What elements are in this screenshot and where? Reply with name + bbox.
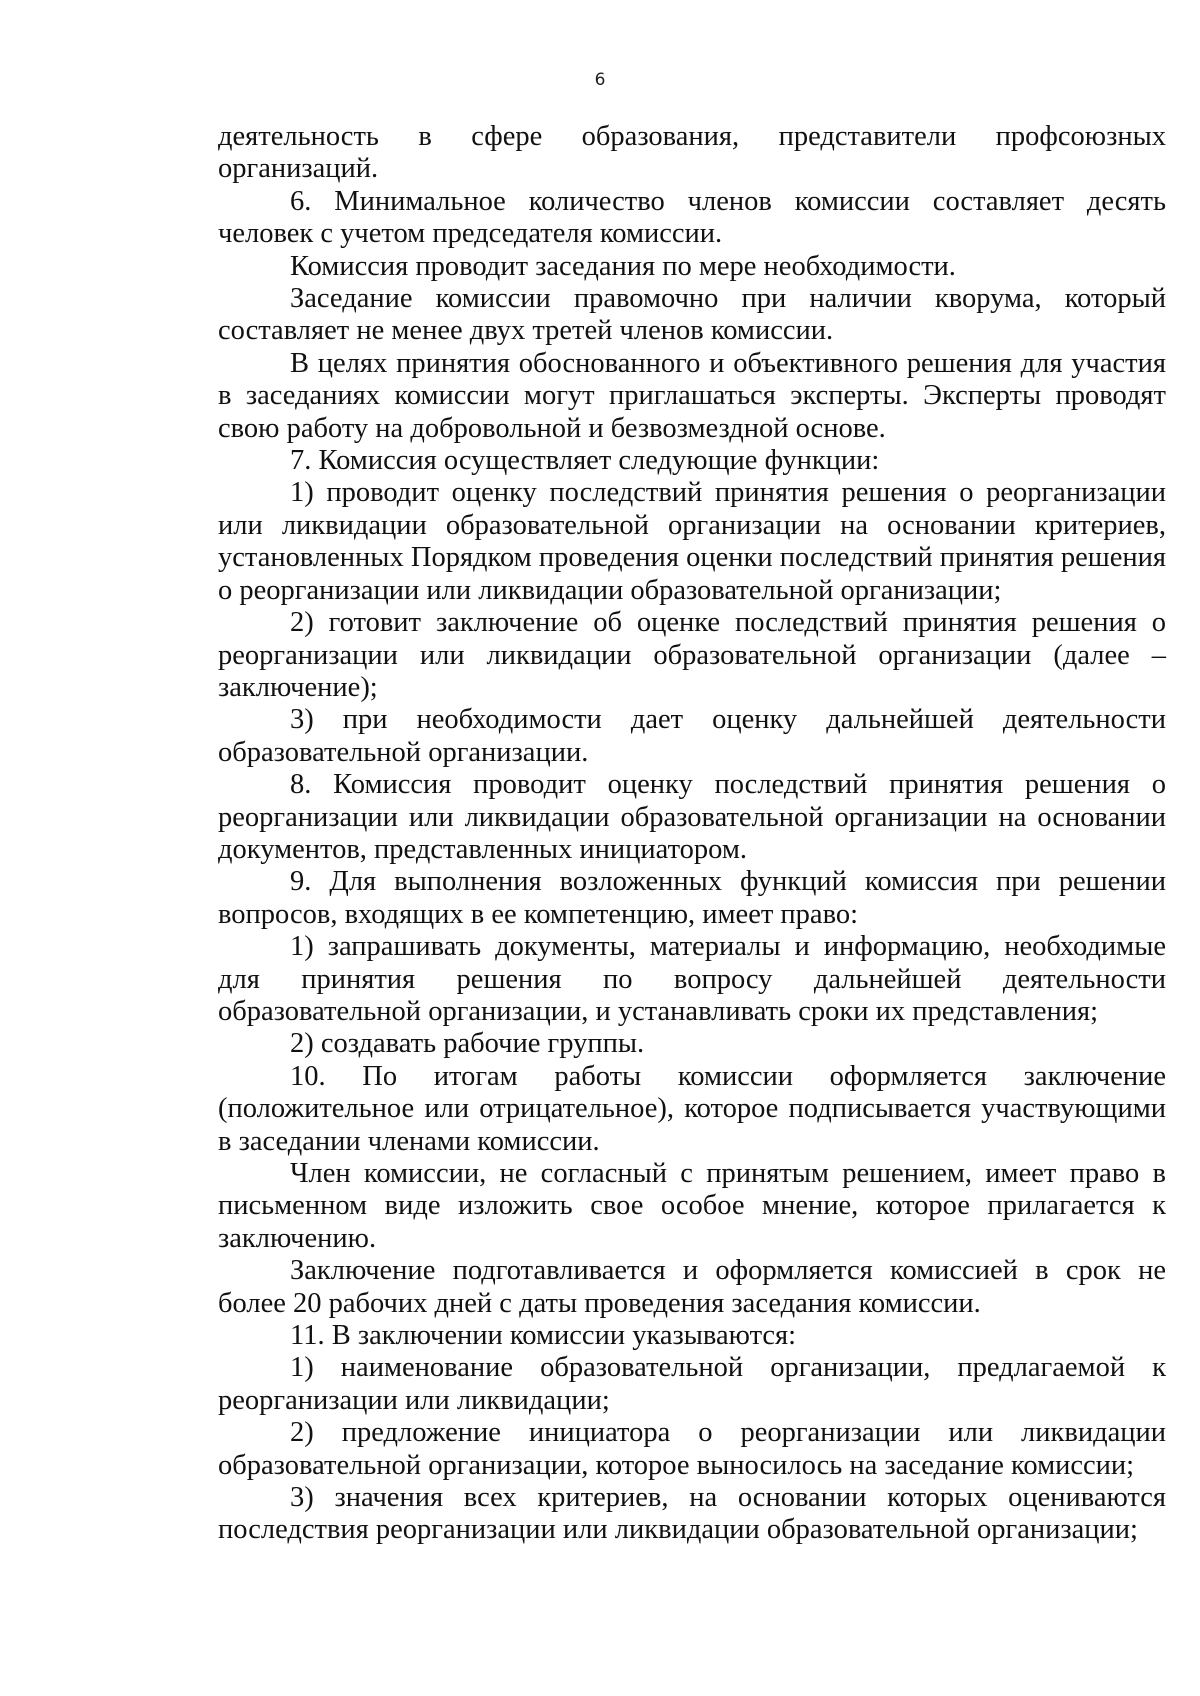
document-body <box>218 121 1166 1547</box>
paragraph-item-10: 10. По итогам работы комиссии оформляется заключение (положительное или отрицательное), которое подписывается участвующими в заседании членами комиссии. <box>218 1060 1166 1157</box>
paragraph-item-7-3: 3) при необходимости дает оценку дальнейшей деятельности образовательной организации. <box>218 704 1166 768</box>
paragraph-meetings: Комиссия проводит заседания по мере необходимости. <box>290 250 956 282</box>
paragraph-item-8: 8. Комиссия проводит оценку последствий принятия решения о реорганизации или ликвидации образовательной организации на основании документов, представленных инициатором. <box>218 769 1166 865</box>
paragraph-experts: В целях принятия обоснованного и объективного решения для участия в заседаниях комиссии могут приглашаться эксперты. Эксперты проводят свою работу на добровольной и безвозмездной основе. <box>218 347 1166 444</box>
paragraph-item-7-2: 2) готовит заключение об оценке последствий принятия решения о реорганизации или ликвидации образовательной организации (далее – заключение); <box>218 607 1166 703</box>
paragraph-quorum: Заседание комиссии правомочно при наличии кворума, который составляет не менее двух третей членов комиссии. <box>218 283 1166 347</box>
paragraph-item-11: 11. В заключении комиссии указываются: <box>290 1320 797 1352</box>
paragraph-deadline: Заключение подготавливается и оформляется комиссией в срок не более 20 рабочих дней с даты проведения заседания комиссии. <box>218 1255 1166 1319</box>
paragraph-item-11-3: 3) значения всех критериев, на основании которых оцениваются последствия реорганизации или ликвидации образовательной организации; <box>218 1482 1166 1546</box>
paragraph-item-9-2: 2) создавать рабочие группы. <box>290 1028 645 1060</box>
paragraph-item-11-2: 2) предложение инициатора о реорганизации или ликвидации образовательной организации, которое выносилось на заседание комиссии; <box>218 1417 1166 1481</box>
paragraph-item-6: 6. Минимальное количество членов комиссии составляет десять человек с учетом председателя комиссии. <box>218 185 1166 250</box>
paragraph-dissent: Член комиссии, не согласный с принятым решением, имеет право в письменном виде изложить свое особое мнение, которое прилагается к заключению. <box>218 1158 1166 1254</box>
paragraph-item-7-1: 1) проводит оценку последствий принятия решения о реорганизации или ликвидации образовательной организации на основании критериев, установленных Порядком проведения оценки последствий принятия решения о реорганизации или ликвидации образовательной организации; <box>218 477 1166 606</box>
page-number: 6 <box>594 70 606 90</box>
paragraph-item-9-1: 1) запрашивать документы, материалы и информацию, необходимые для принятия решения по вопросу дальнейшей деятельности образовательной организации, и устанавливать сроки их представления; <box>218 931 1166 1027</box>
paragraph-item-9: 9. Для выполнения возложенных функций комиссия при решении вопросов, входящих в ее компетенцию, имеет право: <box>218 866 1166 930</box>
paragraph-item-7: 7. Комиссия осуществляет следующие функции: <box>290 445 880 477</box>
paragraph-continuation: деятельность в сфере образования, представители профсоюзных организаций. <box>218 121 1166 185</box>
paragraph-item-11-1: 1) наименование образовательной организации, предлагаемой к реорганизации или ликвидации; <box>218 1352 1166 1416</box>
